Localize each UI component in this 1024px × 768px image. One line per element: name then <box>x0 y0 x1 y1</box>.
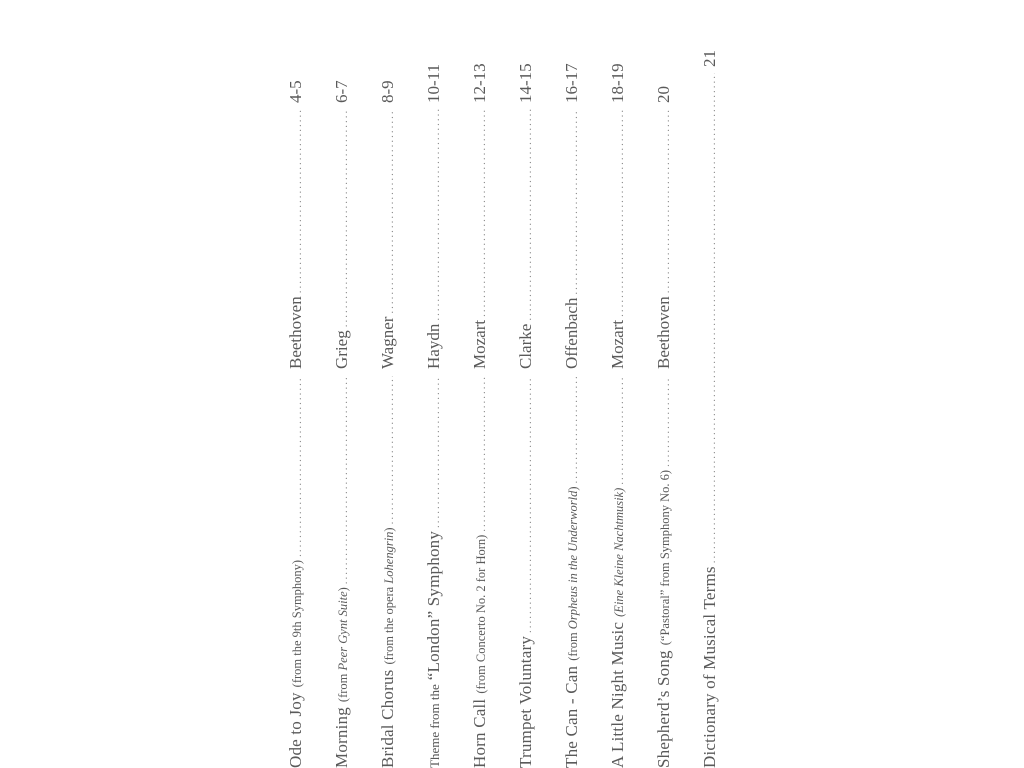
leader-dots <box>423 376 449 528</box>
leader-dots <box>699 73 725 563</box>
entry-title: Dictionary of Musical Terms <box>700 566 719 768</box>
entry-title: Bridal Chorus <box>378 669 397 768</box>
entry-subtitle: (from Peer Gynt Suite) <box>336 587 350 703</box>
toc-entry <box>559 28 585 768</box>
leader-dots <box>653 376 679 467</box>
leader-dots <box>331 109 357 327</box>
leader-dots <box>469 109 495 317</box>
leader-dots <box>285 376 311 557</box>
leader-dots <box>331 376 357 584</box>
toc-entry <box>513 28 539 768</box>
entry-pages: 16-17 <box>562 63 581 103</box>
entry-title-prefix: Theme from the <box>427 684 442 768</box>
entry-composer: Mozart <box>470 319 489 369</box>
leader-dots <box>377 376 403 524</box>
table-of-contents <box>283 28 743 768</box>
leader-dots <box>561 376 587 483</box>
leader-dots <box>469 376 495 532</box>
leader-dots <box>423 109 449 321</box>
toc-entry <box>375 28 401 768</box>
toc-entry <box>697 28 723 768</box>
leader-dots <box>377 109 403 314</box>
entry-subtitle: (Eine Kleine Nachtmusik) <box>612 487 626 617</box>
leader-dots <box>607 109 633 317</box>
entry-pages: 20 <box>654 86 673 103</box>
entry-composer: Offenbach <box>562 297 581 369</box>
entry-pages: 18-19 <box>608 63 627 103</box>
entry-pages: 10-11 <box>424 63 443 103</box>
entry-composer: Grieg <box>332 330 351 369</box>
entry-subtitle: (from the opera Lohengrin) <box>382 527 396 665</box>
leader-dots <box>515 109 541 321</box>
entry-pages: 12-13 <box>470 63 489 103</box>
entry-title: Horn Call <box>470 698 489 768</box>
entry-composer: Mozart <box>608 319 627 369</box>
entry-composer: Haydn <box>424 323 443 369</box>
leader-dots <box>653 109 679 293</box>
entry-composer: Clarke <box>516 323 535 369</box>
entry-pages: 4-5 <box>286 80 305 103</box>
entry-title: “London” Symphony <box>424 530 443 681</box>
entry-pages: 6-7 <box>332 80 351 103</box>
entry-pages: 14-15 <box>516 63 535 103</box>
toc-entry <box>283 28 309 768</box>
toc-entry <box>467 28 493 768</box>
entry-subtitle: (from the 9th Symphony) <box>290 559 304 688</box>
entry-title: Ode to Joy <box>286 692 305 768</box>
toc-entry <box>421 28 447 768</box>
entry-composer: Beethoven <box>286 296 305 369</box>
entry-title: Trumpet Voluntary <box>516 635 535 768</box>
leader-dots <box>515 376 541 633</box>
entry-title: The Can - Can <box>562 665 581 768</box>
entry-title: A Little Night Music <box>608 621 627 768</box>
leader-dots <box>607 376 633 485</box>
toc-entry <box>651 28 677 768</box>
toc-entry <box>605 28 631 768</box>
entry-pages: 8-9 <box>378 80 397 103</box>
entry-subtitle: (from Concerto No. 2 for Horn) <box>474 534 488 694</box>
entry-pages: 21 <box>700 50 719 67</box>
entry-composer: Wagner <box>378 316 397 369</box>
leader-dots <box>285 109 311 293</box>
entry-composer: Beethoven <box>654 296 673 369</box>
entry-title: Shepherd’s Song <box>654 650 673 768</box>
toc-entry <box>329 28 355 768</box>
leader-dots <box>561 109 587 295</box>
entry-subtitle: (from Orpheus in the Underworld) <box>566 486 580 661</box>
entry-subtitle: (“Pastoral” from Symphony No. 6) <box>658 469 672 646</box>
entry-title: Morning <box>332 707 351 768</box>
